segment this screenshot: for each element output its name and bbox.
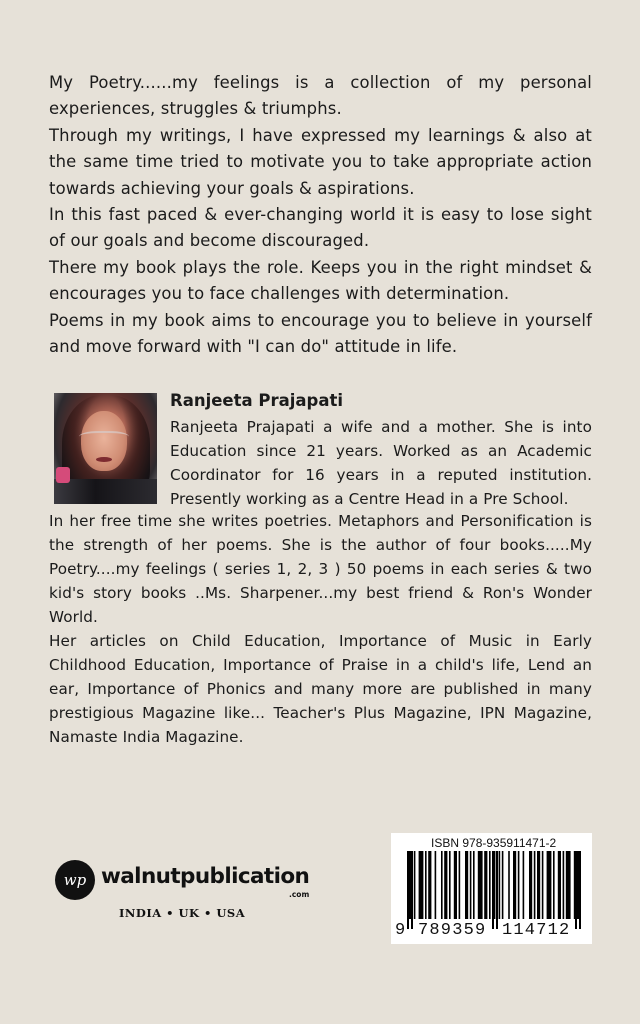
isbn-barcode bbox=[391, 833, 592, 944]
publisher-branding bbox=[55, 860, 315, 930]
blurb-paragraph: There my book plays the role. Keeps you in the right mindset & encourages you to face challenges with determination. bbox=[49, 257, 592, 304]
author-bio-paragraph: Her articles on Child Education, Importance of Music in Early Childhood Education, Importance of Praise in a child's life, Lend an ear, Importance of Phonics and many more are published in many prestigious Magazine like... Teacher's Plus Magazine, IPN Magazine, Namaste India Magazine. bbox=[49, 632, 592, 746]
author-photo bbox=[54, 393, 157, 504]
blurb-paragraph: My Poetry......my feelings is a collection of my personal experiences, struggles & triumphs. bbox=[49, 73, 592, 119]
author-name: Ranjeeta Prajapati bbox=[170, 391, 344, 410]
barcode-digits-right: 114712 bbox=[502, 921, 571, 940]
publisher-logo-icon: wp bbox=[55, 860, 95, 900]
publisher-domain: .com bbox=[289, 890, 310, 899]
barcode-digits-left: 789359 bbox=[418, 921, 487, 940]
author-intro: Ranjeeta Prajapati a wife and a mother. She is into Education since 21 years. Worked as an Academic Coordinator for 16 years in a reputed institution. Presently working as a Centre Head in a Pre School. bbox=[170, 418, 592, 508]
author-bio-paragraph: In her free time she writes poetries. Metaphors and Personification is the strength of her poems. She is the author of four books.....My Poetry....my feelings ( series 1, 2, 3 ) 50 poems in each series & two kid's story books ..Ms. Sharpener...my best friend & Ron's Wonder World. bbox=[49, 512, 592, 626]
blurb-paragraph: Poems in my book aims to encourage you to believe in yourself and move forward with "I can do" attitude in life. bbox=[49, 310, 592, 357]
back-cover-blurb bbox=[49, 70, 592, 360]
blurb-paragraph: Through my writings, I have expressed my learnings & also at the same time tried to motivate you to take appropriate action towards achieving your goals & aspirations. bbox=[49, 125, 592, 198]
isbn-label: ISBN 978-935911471-2 bbox=[431, 836, 557, 850]
publisher-regions: INDIA • UK • USA bbox=[119, 906, 246, 920]
publisher-name: walnutpublication bbox=[101, 864, 310, 889]
author-section bbox=[49, 389, 592, 749]
barcode-digit-lead: 9 bbox=[395, 921, 407, 940]
blurb-paragraph: In this fast paced & ever-changing world it is easy to lose sight of our goals and become discouraged. bbox=[49, 205, 592, 251]
barcode-bars bbox=[391, 851, 592, 931]
